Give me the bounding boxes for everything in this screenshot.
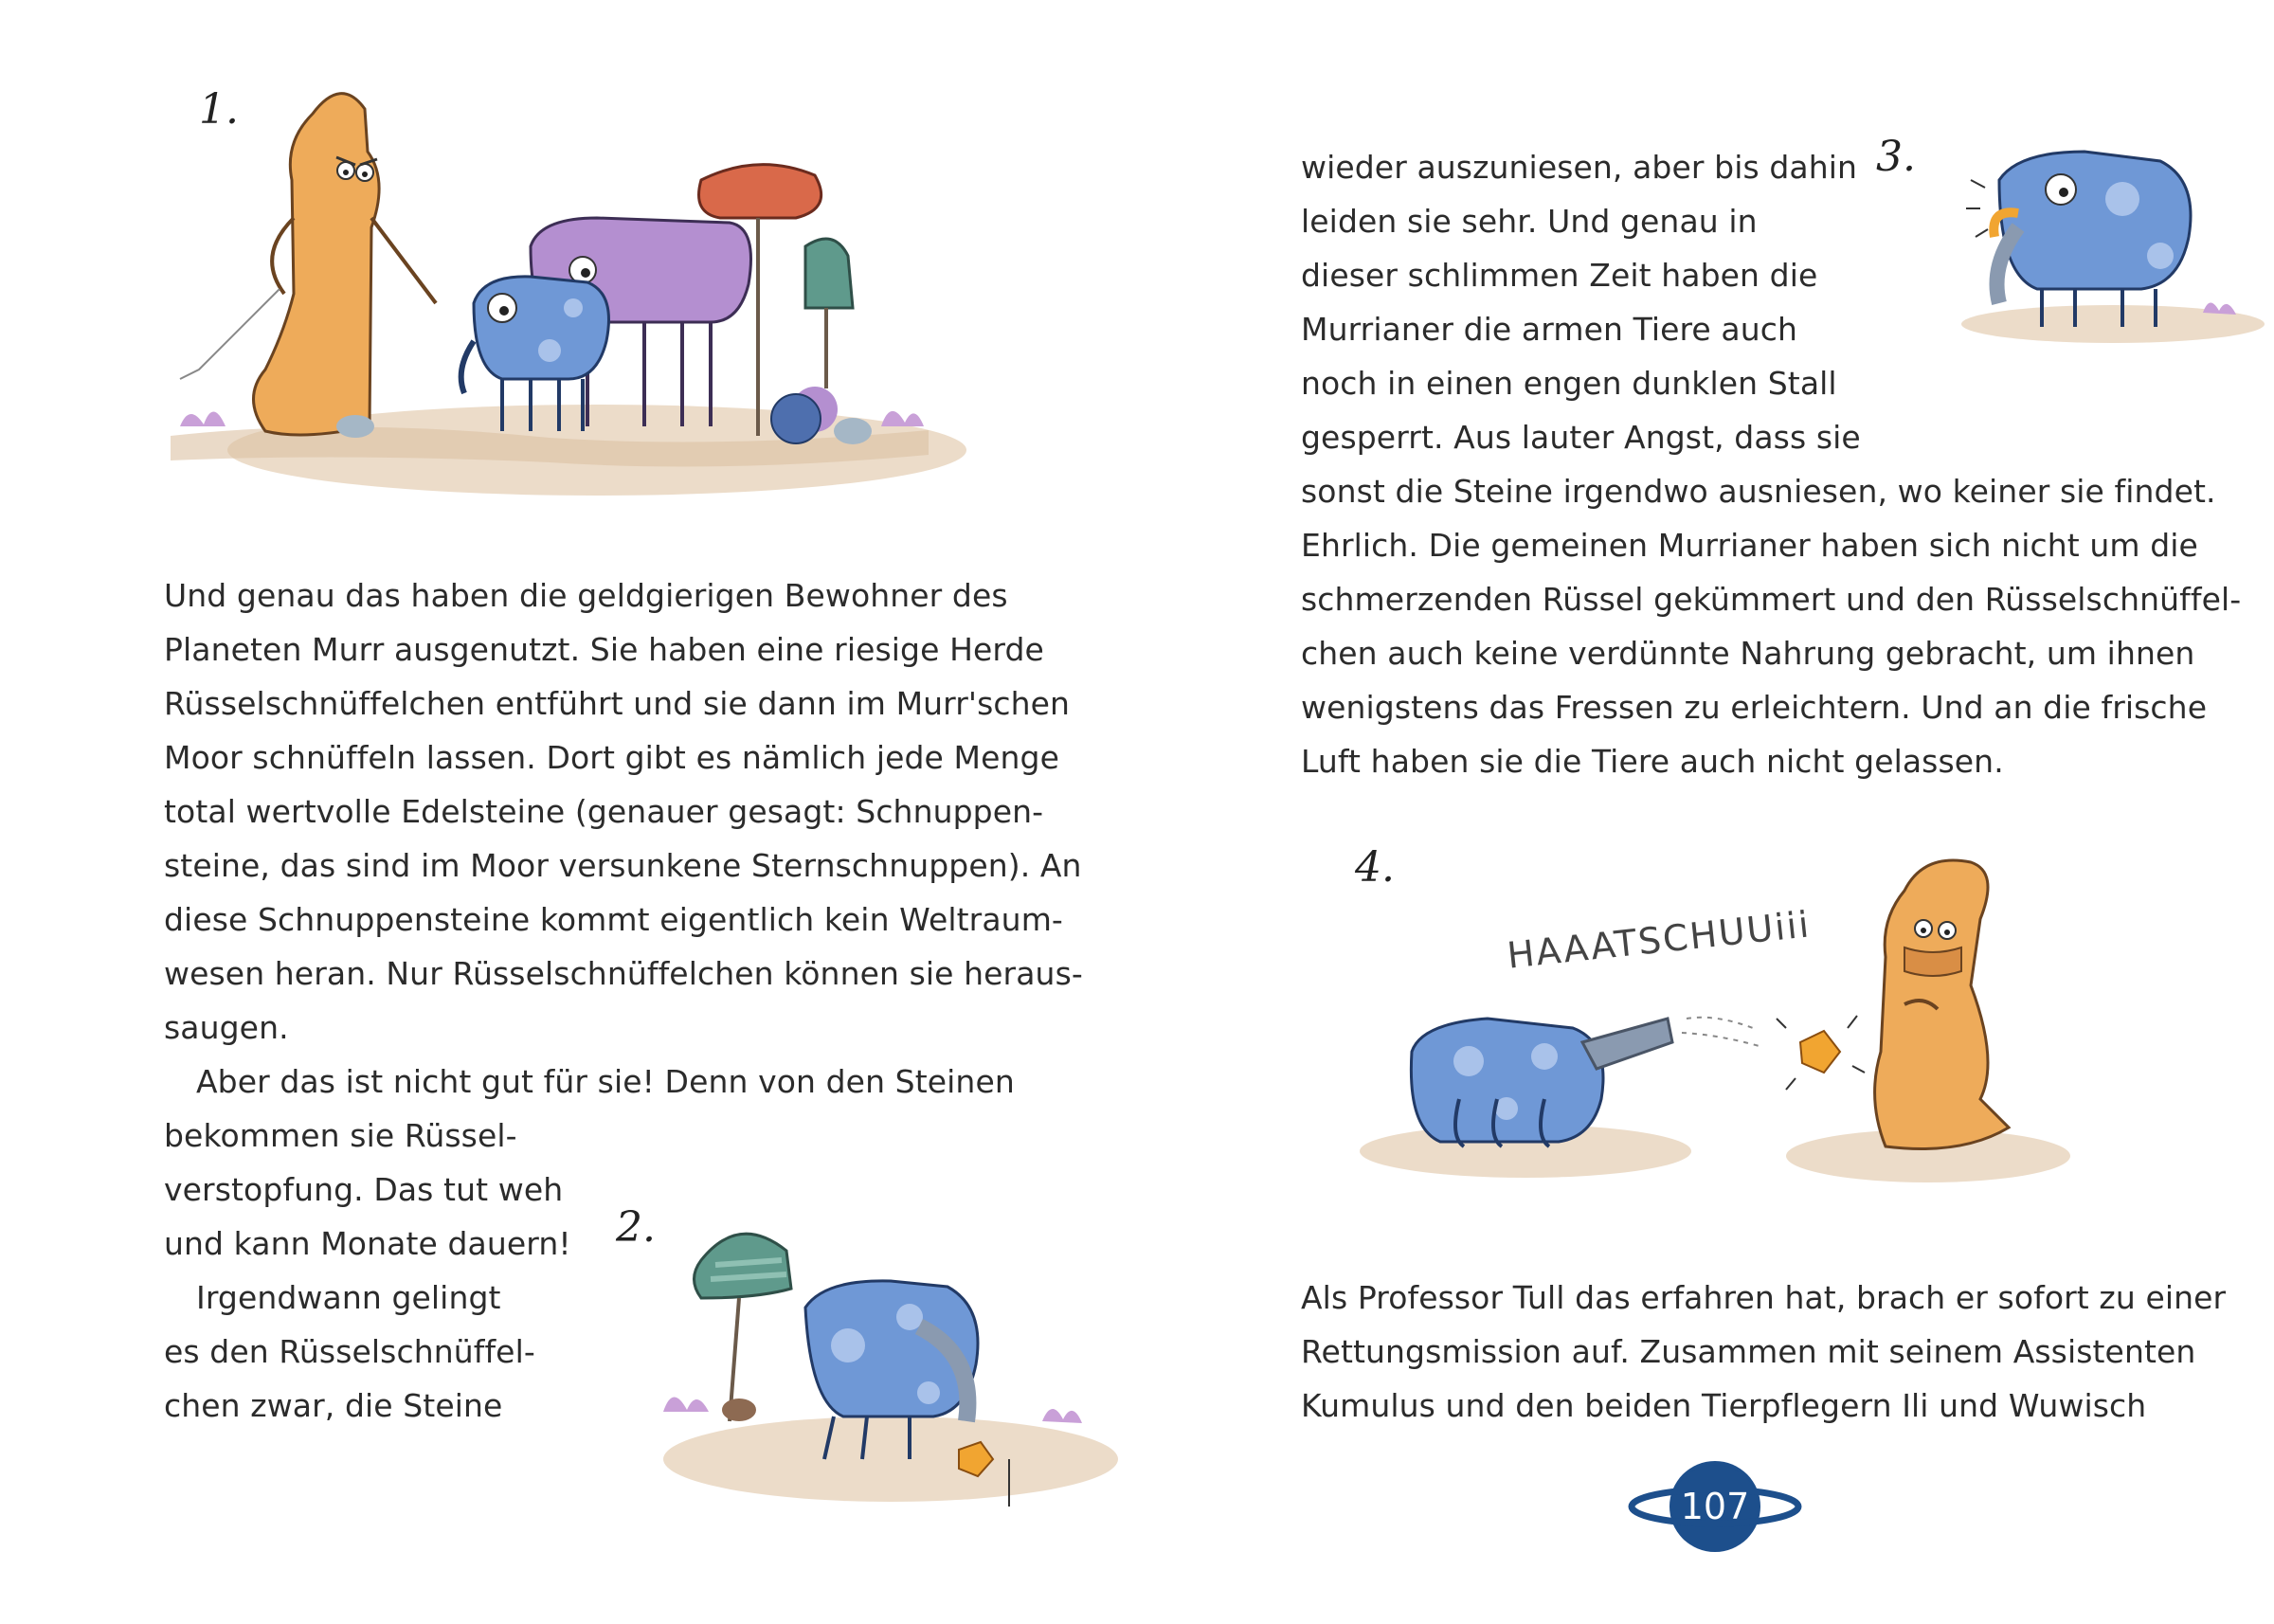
text-line: Als Professor Tull das erfahren hat, brach er sofort zu einer — [1301, 1279, 2227, 1316]
text-line: Rüsselschnüffelchen entführt und sie dann im Murr'schen — [164, 685, 1071, 722]
text-line: wenigstens das Fressen zu erleichtern. Und an die frische — [1301, 689, 2208, 726]
sneezing-creature-illustration — [1355, 815, 2075, 1213]
text-line: leiden sie sehr. Und genau in — [1301, 203, 1758, 240]
text-line: gesperrt. Aus lauter Angst, dass sie — [1301, 419, 1861, 456]
text-line: total wertvolle Edelsteine (genauer gesagt: Schnuppen- — [164, 793, 1044, 830]
text-line: dieser schlimmen Zeit haben die — [1301, 257, 1818, 294]
page-number: 107 — [1680, 1486, 1750, 1527]
illustration-number: 1. — [199, 85, 239, 134]
text-line: Kumulus und den beiden Tierpflegern Ili und Wuwisch — [1301, 1387, 2147, 1424]
sneeze-text: HAAATSCHUUiii — [1505, 903, 1813, 977]
text-line: schmerzenden Rüssel gekümmert und den Rüsselschnüffel- — [1301, 581, 2242, 618]
text-line: wesen heran. Nur Rüsselschnüffelchen können sie heraus- — [164, 955, 1083, 992]
text-line: Planeten Murr ausgenutzt. Sie haben eine riesige Herde — [164, 631, 1044, 668]
creature-sniffing-illustration — [606, 1175, 1118, 1544]
right-page — [1137, 0, 2274, 1624]
creature-in-pain-illustration — [1876, 123, 2265, 360]
text-line: Moor schnüffeln lassen. Dort gibt es nämlich jede Menge — [164, 739, 1059, 776]
text-line: Murrianer die armen Tiere auch — [1301, 311, 1798, 348]
text-line: verstopfung. Das tut weh — [164, 1171, 564, 1208]
text-line: Aber das ist nicht gut für sie! Denn von den Steinen — [196, 1063, 1015, 1100]
paragraph-2 — [1301, 1271, 2226, 1433]
text-line: Ehrlich. Die gemeinen Murrianer haben sich nicht um die — [1301, 527, 2198, 564]
illustration-1 — [152, 66, 966, 512]
text-line: steine, das sind im Moor versunkene Sternschnuppen). An — [164, 847, 1082, 884]
illustration-3 — [1876, 123, 2265, 360]
text-line: chen zwar, die Steine — [164, 1387, 503, 1424]
text-line: diese Schnuppensteine kommt eigentlich kein Weltraum- — [164, 901, 1063, 938]
illustration-number: 4. — [1355, 843, 1395, 892]
text-line: sonst die Steine irgendwo ausniesen, wo keiner sie findet. — [1301, 473, 2216, 510]
paragraph-1 — [164, 568, 1083, 1055]
text-line: bekommen sie Rüssel- — [164, 1117, 517, 1154]
illustration-4 — [1355, 815, 2075, 1213]
text-line: Und genau das haben die geldgierigen Bewohner des — [164, 577, 1008, 614]
text-line: saugen. — [164, 1009, 289, 1046]
illustration-2 — [606, 1175, 1118, 1544]
text-line: wieder auszuniesen, aber bis dahin — [1301, 149, 1858, 186]
text-line: Irgendwann gelingt — [196, 1279, 501, 1316]
paragraph-3 — [164, 1271, 535, 1433]
text-line: Luft haben sie die Tiere auch nicht gelassen. — [1301, 743, 2004, 780]
illustration-number: 2. — [616, 1203, 656, 1252]
page-number-badge — [1668, 1459, 1762, 1554]
text-line: chen auch keine verdünnte Nahrung gebracht, um ihnen — [1301, 635, 2195, 672]
text-line: noch in einen engen dunklen Stall — [1301, 365, 1837, 402]
text-line: Rettungsmission auf. Zusammen mit seinem Assistenten — [1301, 1333, 2196, 1370]
illustration-number: 3. — [1876, 133, 1916, 181]
text-line: und kann Monate dauern! — [164, 1225, 571, 1262]
text-line: es den Rüsselschnüffel- — [164, 1333, 535, 1370]
creatures-scene-illustration — [152, 66, 966, 512]
